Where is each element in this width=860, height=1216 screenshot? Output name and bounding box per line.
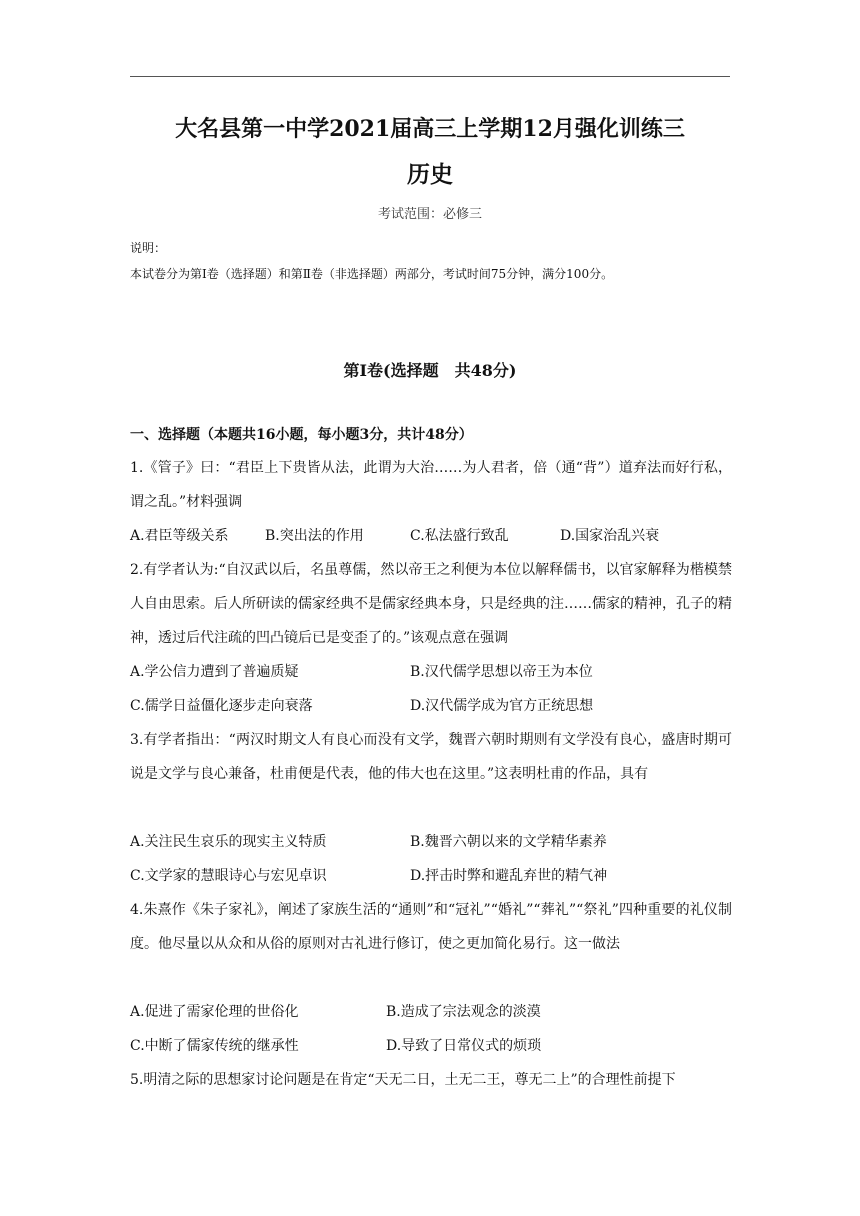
question-3-option-c: C.文学家的慧眼诗心与宏见卓识 [130,868,327,884]
note-label: 说明： [130,241,167,255]
header-rule [130,76,730,77]
section-title: 第Ⅰ卷(选择题 共48分) [343,361,517,380]
question-1-option-a: A.君臣等级关系 [130,528,229,544]
question-3-stem: 3.有学者指出：“两汉时期文人有良心而没有文学，魏晋六朝时期则有文学没有良心，盛唐时期可说是文学与良心兼备，杜甫便是代表，他的伟大也在这里。”这表明杜甫的作品，具有 [130,732,732,782]
question-1-option-d: D.国家治乱兴衰 [560,528,660,544]
question-1-option-b: B.突出法的作用 [265,528,364,544]
question-4-stem: 4.朱熹作《朱子家礼》，阐述了家族生活的“通则”和“冠礼”“婚礼”“葬礼”“祭礼”四种重要的礼仪制度。他尽量以从众和从俗的原则对古礼进行修订，使之更加简化易行。这一做法 [130,902,732,952]
question-3-option-b: B.魏晋六朝以来的文学精华素养 [410,834,607,850]
question-1-stem: 1.《管子》曰：“君臣上下贵皆从法，此谓为大治……为人君者，倍（通“背”）道弃法而好行私，谓之乱。”材料强调 [130,460,732,510]
subject-title: 历史 [407,161,453,188]
question-2-option-d: D.汉代儒学成为官方正统思想 [410,698,594,714]
question-4-option-c: C.中断了儒家传统的继承性 [130,1038,299,1054]
question-2-option-a: A.学公信力遭到了普遍质疑 [130,664,299,680]
question-2-stem: 2.有学者认为:“自汉武以后，名虽尊儒，然以帝王之利便为本位以解释儒书，以官家解释为楷模禁人自由思索。后人所研读的儒家经典不是儒家经典本身，只是经典的注……儒家的精神，孔子的精神，透过后代注疏的凹凸镜后已是变歪了的。”该观点意在强调 [130,562,732,646]
question-5-stem: 5.明清之际的思想家讨论问题是在肯定“天无二日，土无二王，尊无二上”的合理性前提下 [130,1072,676,1088]
question-4-option-b: B.造成了宗法观念的淡漠 [386,1004,541,1020]
question-4-option-a: A.促进了需家伦理的世俗化 [130,1004,299,1020]
question-4-option-d: D.导致了日常仪式的烦琐 [386,1038,542,1054]
question-2-option-c: C.儒学日益僵化逐步走向衰落 [130,698,313,714]
exam-title: 大名县第一中学2021届高三上学期12月强化训练三 [175,116,685,142]
question-2-option-b: B.汉代儒学思想以帝王为本位 [410,664,593,680]
question-3-option-a: A.关注民生哀乐的现实主义特质 [130,834,327,850]
question-1-option-c: C.私法盛行致乱 [410,528,509,544]
exam-scope: 考试范围：必修三 [377,207,482,222]
note-text: 本试卷分为第Ⅰ卷（选择题）和第Ⅱ卷（非选择题）两部分，考试时间75分钟，满分100分。 [130,267,614,281]
part-heading: 一、选择题（本题共16小题，每小题3分，共计48分） [130,427,473,443]
question-3-option-d: D.抨击时弊和避乱弃世的精气神 [410,868,608,884]
